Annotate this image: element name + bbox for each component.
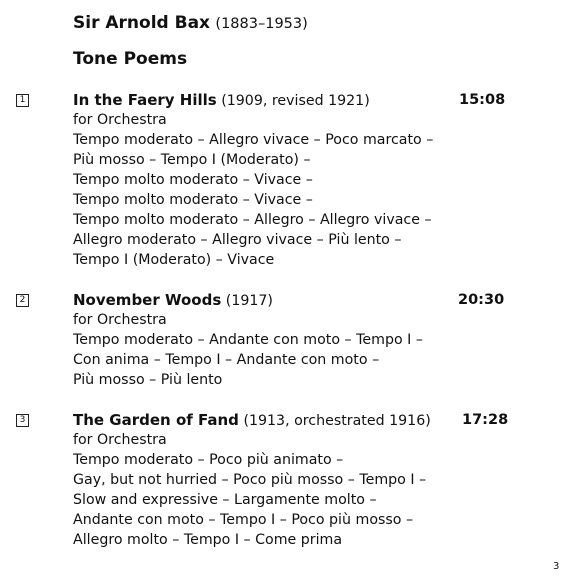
movement-line: Tempo molto moderato – Vivace –: [73, 192, 313, 208]
track-scoring: for Orchestra: [73, 112, 167, 128]
track-duration: 20:30: [458, 292, 505, 308]
movement-line: Allegro moderato – Allegro vivace – Più lento –: [73, 232, 402, 248]
track-number-box: 3: [16, 414, 29, 427]
track-title-line: [73, 290, 273, 311]
movement-line: Più mosso – Tempo I (Moderato) –: [73, 152, 311, 168]
movement-line: Tempo moderato – Allegro vivace – Poco marcato –: [73, 132, 434, 148]
movement-line: Tempo I (Moderato) – Vivace: [73, 252, 275, 268]
movement-line: Tempo moderato – Poco più animato –: [73, 452, 344, 468]
movement-line: Tempo molto moderato – Vivace –: [73, 172, 313, 188]
track-number-box: 1: [16, 94, 29, 107]
track-details: [73, 110, 433, 270]
composer-heading: [73, 12, 308, 35]
track-scoring: for Orchestra: [73, 312, 167, 328]
track-details: [73, 310, 423, 390]
collection-title: Tone Poems: [73, 49, 188, 69]
movement-line: Andante con moto – Tempo I – Poco più mosso –: [73, 512, 414, 528]
track-title-line: [73, 410, 431, 431]
track-date-note: (1917): [225, 293, 273, 309]
page-number: 3: [553, 561, 560, 572]
track-scoring: for Orchestra: [73, 432, 167, 448]
movement-line: Slow and expressive – Largamente molto –: [73, 492, 377, 508]
movement-line: Più mosso – Più lento: [73, 372, 223, 388]
track-title: The Garden of Fand: [73, 411, 239, 429]
track-title: November Woods: [73, 291, 222, 309]
composer-name: Sir Arnold Bax: [73, 13, 211, 33]
track-title-line: [73, 90, 370, 111]
track-number-box: 2: [16, 294, 29, 307]
track-date-note: (1909, revised 1921): [221, 93, 370, 109]
track-date-note: (1913, orchestrated 1916): [243, 413, 431, 429]
track-details: [73, 430, 426, 550]
movement-line: Tempo molto moderato – Allegro – Allegro vivace –: [73, 212, 432, 228]
movement-line: Allegro molto – Tempo I – Come prima: [73, 532, 343, 548]
composer-dates: (1883–1953): [215, 16, 308, 32]
track-title: In the Faery Hills: [73, 91, 217, 109]
track-duration: 17:28: [462, 412, 509, 428]
movement-line: Tempo moderato – Andante con moto – Tempo I –: [73, 332, 423, 348]
movement-line: Gay, but not hurried – Poco più mosso – Tempo I –: [73, 472, 427, 488]
movement-line: Con anima – Tempo I – Andante con moto –: [73, 352, 380, 368]
track-duration: 15:08: [459, 92, 506, 108]
